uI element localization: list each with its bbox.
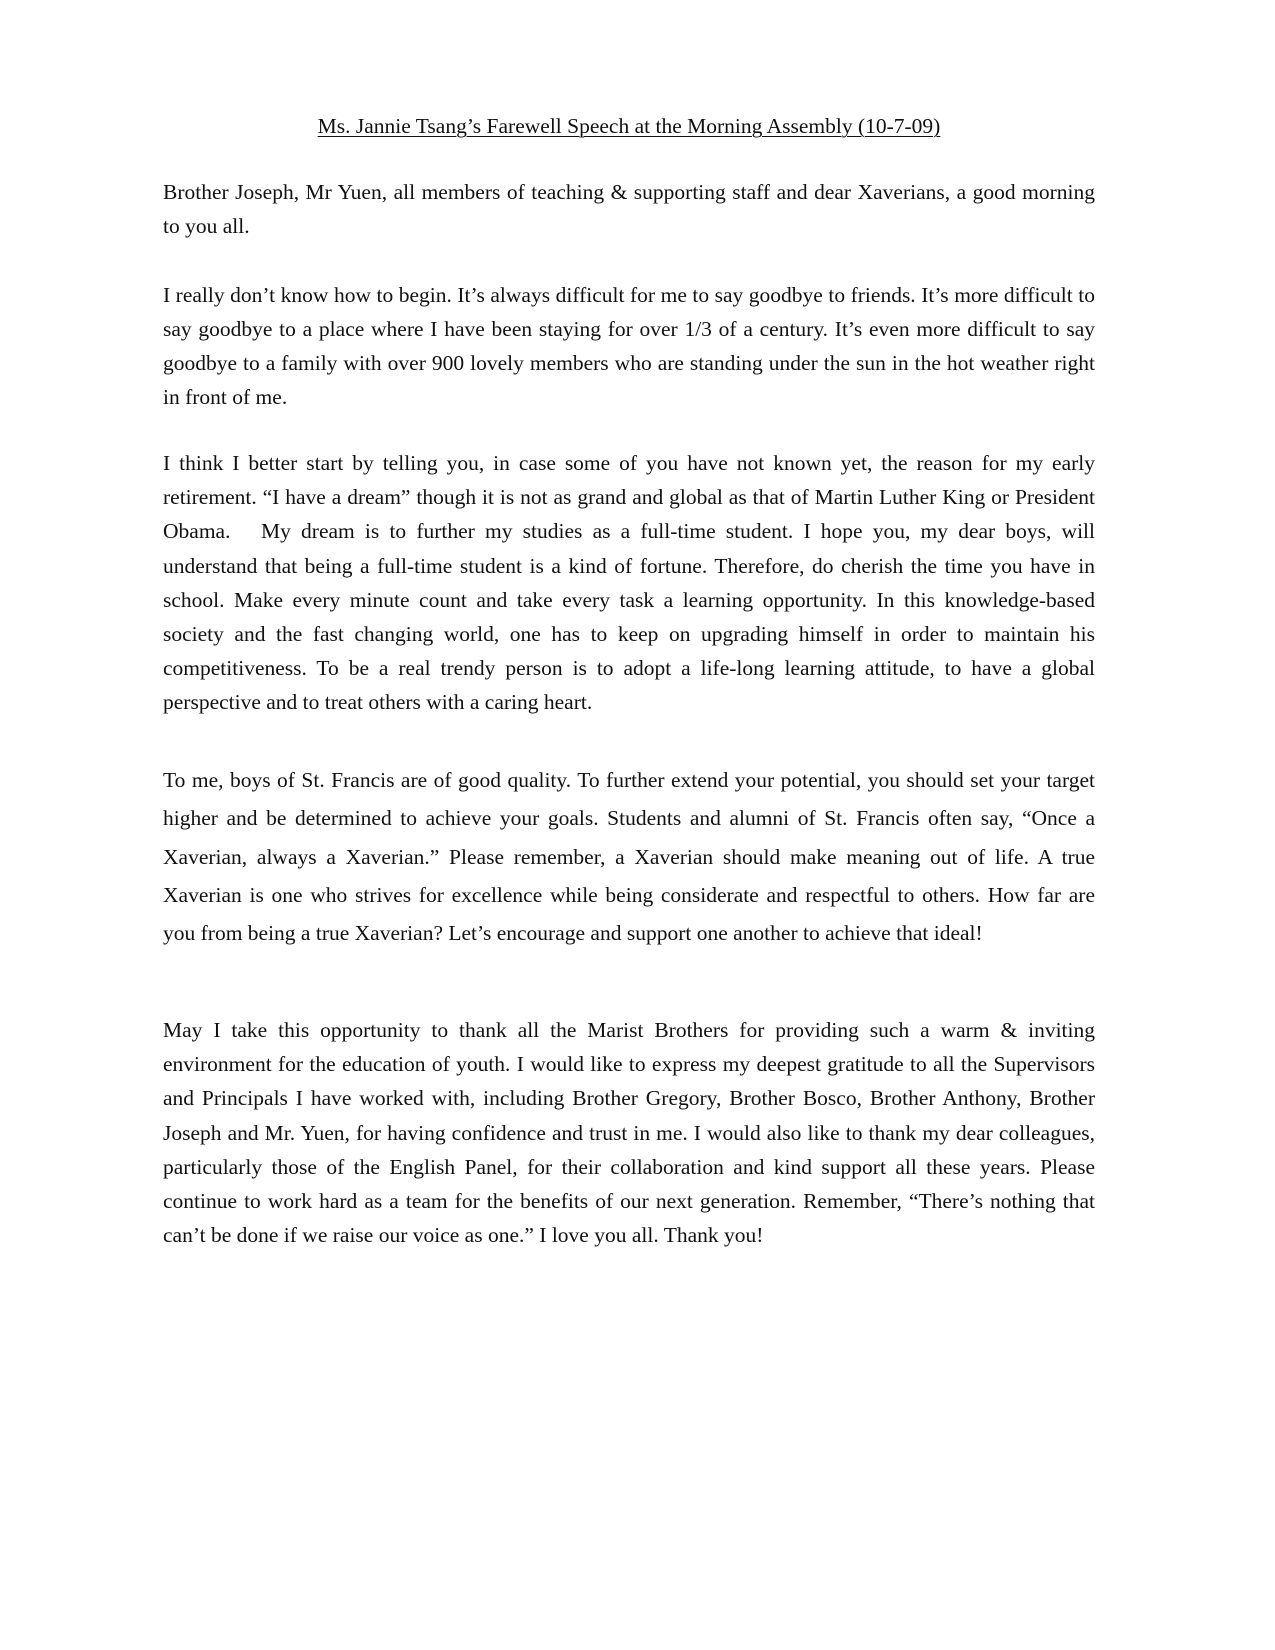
speech-title-text: Ms. Jannie Tsang’s Farewell Speech at the Morning Assembly (10-7-09) xyxy=(317,114,941,138)
paragraph-thanks: May I take this opportunity to thank all the Marist Brothers for providing such a warm & inviting environment for the education of youth. I would like to express my deepest gratitude to all the Supervisors and Principals I have worked with, including Brother Gregory, Brother Bosco, Brother Anthony, Brother Joseph and Mr. Yuen, for having confidence and trust in me. I would also like to thank my dear colleagues, particularly those of the English Panel, for their collaboration and kind support all these years. Please continue to work hard as a team for the benefits of our next generation. Remember, “There’s nothing that can’t be done if we raise our voice as one.” I love you all. Thank you! xyxy=(163,1018,1101,1248)
paragraph-goodbye: I really don’t know how to begin. It’s always difficult for me to say goodbye to friends. It’s more difficult to say goodbye to a place where I have been staying for over 1/3 of a century. It’s even more difficult to say goodbye to a family with over 900 lovely members who are standing under the sun in the hot weather right in front of me. xyxy=(163,283,1101,409)
speech-title xyxy=(163,112,1095,140)
paragraph-xaverian: To me, boys of St. Francis are of good quality. To further extend your potential, you should set your target higher and be determined to achieve your goals. Students and alumni of St. Francis often say, “Once a Xaverian, always a Xaverian.” Please remember, a Xaverian should make meaning out of life. A true Xaverian is one who strives for excellence while being considerate and respectful to others. How far are you from being a true Xaverian? Let’s encourage and support one another to achieve that ideal! xyxy=(163,768,1101,946)
paragraph-dream: I think I better start by telling you, in case some of you have not known yet, the reason for my early retirement. “I have a dream” though it is not as grand and global as that of Martin Luther King or President Obama. My dream is to further my studies as a full-time student. I hope you, my dear boys, will understand that being a full-time student is a kind of fortune. Therefore, do cherish the time you have in school. Make every minute count and take every task a learning opportunity. In this knowledge-based society and the fast changing world, one has to keep on upgrading himself in order to maintain his competitiveness. To be a real trendy person is to adopt a life-long learning attitude, to have a global perspective and to treat others with a caring heart. xyxy=(163,451,1101,715)
paragraph-greeting: Brother Joseph, Mr Yuen, all members of teaching & supporting staff and dear Xaverians, a good morning to you all. xyxy=(163,180,1101,238)
